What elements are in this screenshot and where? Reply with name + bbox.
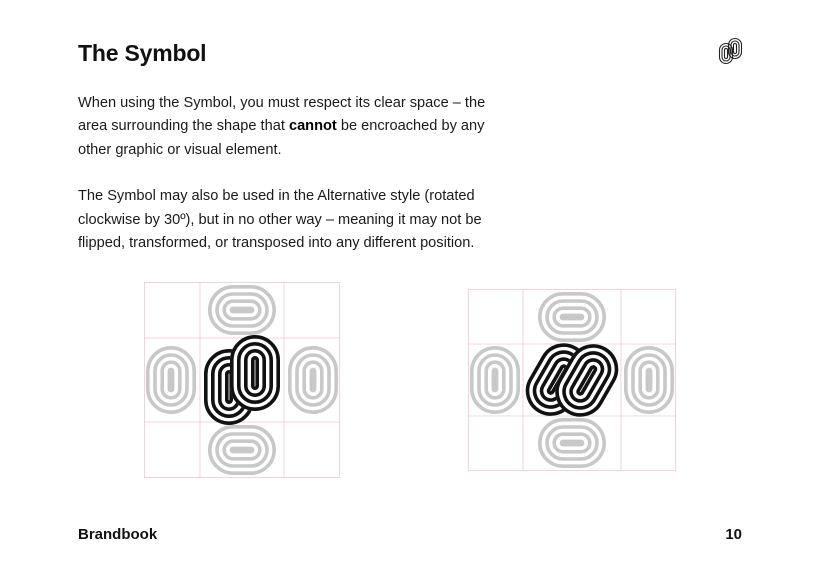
clear-space-diagram-alternative — [468, 289, 676, 471]
clear-space-diagram-standard — [144, 282, 340, 478]
clear-space-paragraph — [78, 92, 518, 162]
paragraph-text: When using the Symbol, you must respect its clear space – the area surrounding the shape that — [78, 95, 486, 135]
clear-space-marker-top — [210, 287, 274, 333]
body-text — [78, 92, 518, 278]
clear-space-marker-right — [290, 348, 336, 412]
clear-space-marker-bottom — [540, 420, 604, 466]
emphasis-text: cannot — [288, 118, 337, 135]
alternative-style-paragraph: The Symbol may also be used in the Alternative style (rotated clockwise by 30º), but in no other way – meaning it may not be flipped, transformed, or transposed into any different position. — [78, 188, 482, 252]
clear-space-marker-right — [626, 348, 672, 412]
page-number: 10 — [725, 526, 742, 543]
symbol-mark — [204, 335, 280, 425]
symbol-logo-icon — [716, 36, 746, 66]
footer-brand: Brandbook — [78, 526, 158, 543]
paragraph-text: be encroached by any other graphic or visual element. — [78, 118, 485, 158]
clear-space-marker-left — [472, 348, 518, 412]
clear-space-marker-bottom — [210, 427, 274, 473]
page-title: The Symbol — [78, 40, 207, 66]
clear-space-marker-left — [148, 348, 194, 412]
clear-space-marker-top — [540, 294, 604, 340]
